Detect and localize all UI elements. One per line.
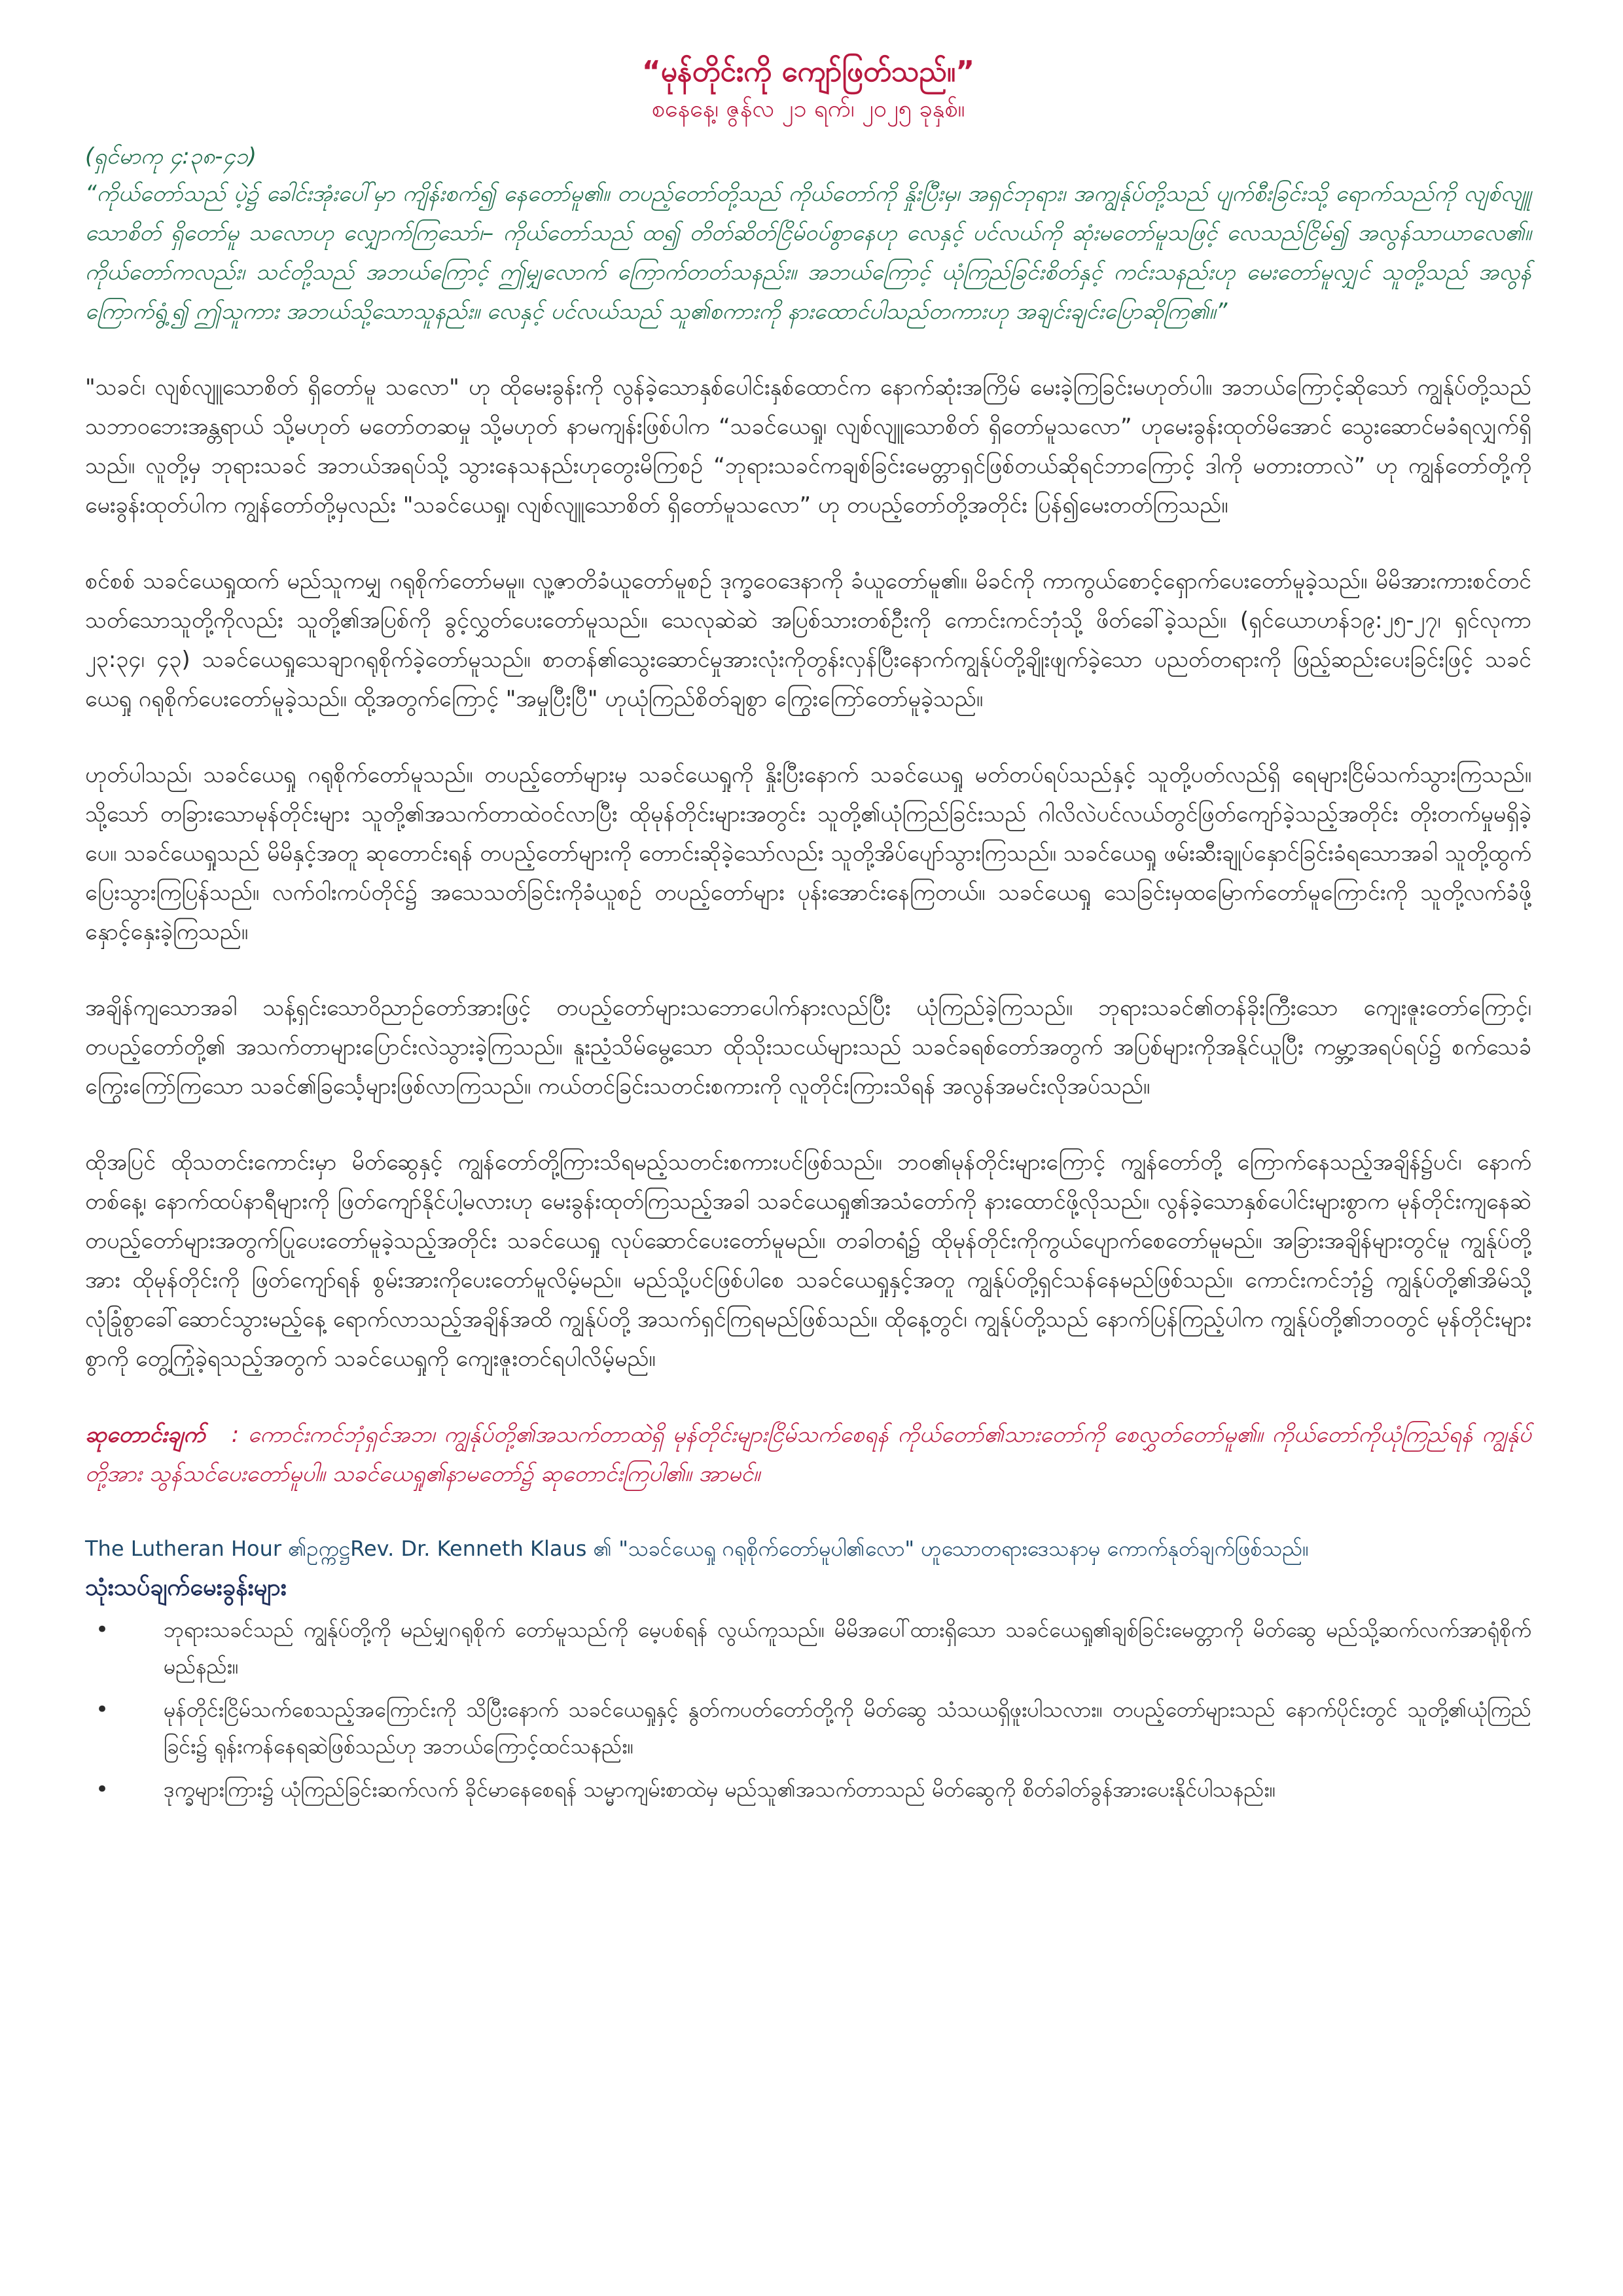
prayer-text: : ကောင်းကင်ဘုံရှင်အဘ၊ ကျွန်ုပ်တို့၏အသက်တာထဲရှိ မုန်တိုင်းများငြိမ်သက်စေရန် ကိုယ်တော်၏သားတော်ကို စေလွှတ်တော်မူ၏။ ကိုယ်တော်ကိုယုံကြည်ရန် ကျွန်ုပ်တို့အား သွန်သင်ပေးတော်မူပါ။ သခင်ယေရှု၏နာမတော်၌ ဆုတောင်းကြပါ၏။ အာမင်။ xyxy=(85,1422,1531,1487)
questions-title: သုံးသပ်ချက်မေးခွန်းများ xyxy=(85,1574,287,1601)
page-title: “မုန်တိုင်းကို ကျော်ဖြတ်သည်။” xyxy=(641,55,975,88)
question-item xyxy=(85,1611,1531,1685)
page-date: စနေနေ့၊ ဇွန်လ ၂၁ ရက်၊ ၂၀၂၅ ခုနှစ်။ xyxy=(651,96,965,122)
devotional-page xyxy=(85,52,1531,1814)
scripture-text: “ကိုယ်တော်သည် ပဲ့၌ ခေါင်းအုံးပေါ်မှာ ကျိန်းစက်၍ နေတော်မူ၏။ တပည့်တော်တို့သည် ကိုယ်တော်ကို နှိုးပြီးမှ၊ အရှင်ဘုရား၊ အကျွန်ုပ်တို့သည် ပျက်စီးခြင်းသို့ ရောက်သည်ကို လျစ်လျူသောစိတ် ရှိတော်မူ သလောဟု လျှောက်ကြသော်၊– ကိုယ်တော်သည် ထ၍ တိတ်ဆိတ်ငြိမ်ဝပ်စွာနေဟု လေနှင့် ပင်လယ်ကို ဆုံးမတော်မူသဖြင့် လေသည်ငြိမ်၍ အလွန်သာယာလေ၏။ ကိုယ်တော်ကလည်း၊ သင်တို့သည် အဘယ်ကြောင့် ဤမျှလောက် ကြောက်တတ်သနည်း။ အဘယ်ကြောင့် ယုံကြည်ခြင်းစိတ်နှင့် ကင်းသနည်းဟု မေးတော်မူလျှင် သူတို့သည် အလွန်ကြောက်ရွံ့၍ ဤသူကား အဘယ်သို့သောသူနည်း။ လေနှင့် ပင်လယ်သည် သူ၏စကားကို နားထောင်ပါသည်တကားဟု အချင်းချင်းပြောဆိုကြ၏။” xyxy=(85,181,1531,325)
body-paragraph-2: စင်စစ် သခင်ယေရှုထက် မည်သူကမျှ ဂရုစိုက်တော်မမူ။ လူ့ဇာတိခံယူတော်မူစဉ် ဒုက္ခဝေဒေနာကို ခံယူတော်မူ၏။ မိခင်ကို ကာကွယ်စောင့်ရှောက်ပေးတော်မူခဲ့သည်။ မိမိအားကားစင်တင်သတ်သောသူတို့ကိုလည်း သူတို့၏အပြစ်ကို ခွင့်လွှတ်ပေးတော်မူသည်။ သေလုဆဲဆဲ အပြစ်သားတစ်ဦးကို ကောင်းကင်ဘုံသို့ ဖိတ်ခေါ်ခဲ့သည်။ (ရှင်ယောဟန်၁၉:၂၅-၂၇၊ ရှင်လုကာ ၂၃:၃၄၊ ၄၃) သခင်ယေရှုသေချာဂရုစိုက်ခဲ့တော်မူသည်။ စာတန်၏သွေးဆောင်မှုအားလုံးကိုတွန်းလှန်ပြီးနောက်ကျွန်ုပ်တို့ချိုးဖျက်ခဲ့သော ပညတ်တရားကို ဖြည့်ဆည်းပေးခြင်းဖြင့် သခင်ယေရှု ဂရုစိုက်ပေးတော်မူခဲ့သည်။ ထို့အတွက်ကြောင့် "အမှုပြီးပြီ" ဟုယုံကြည်စိတ်ချစွာ ကြွေးကြော်တော်မူခဲ့သည်။ xyxy=(85,568,1531,712)
bullet-icon: • xyxy=(96,1696,109,1723)
scripture-reference: (ရှင်မာကု ၄:၃၈-၄၁) xyxy=(85,143,257,170)
body-paragraph-1: "သခင်၊ လျစ်လျူသောစိတ် ရှိတော်မူ သလော" ဟု ထိုမေးခွန်းကို လွန်ခဲ့သောနှစ်ပေါင်းနှစ်ထောင်က နောက်ဆုံးအကြိမ် မေးခဲ့ကြခြင်းမဟုတ်ပါ။ အဘယ်ကြောင့်ဆိုသော် ကျွန်ုပ်တို့သည် သဘာဝဘေးအန္တရာယ် သို့မဟုတ် မတော်တဆမှု သို့မဟုတ် နာမကျန်းဖြစ်ပါက “သခင်ယေရှု၊ လျစ်လျူသောစိတ် ရှိတော်မူသလော” ဟုမေးခွန်းထုတ်မိအောင် သွေးဆောင်မခံရလျှက်ရှိသည်။ လူတို့မှ ဘုရားသခင် အဘယ်အရပ်သို့ သွားနေသနည်းဟုတွေးမိကြစဉ် “ဘုရားသခင်ကချစ်ခြင်းမေတ္တာရှင်ဖြစ်တယ်ဆိုရင်ဘာကြောင့် ဒါကို မတားတာလဲ” ဟု ကျွန်တော်တို့ကို မေးခွန်းထုတ်ပါက ကျွန်တော်တို့မှလည်း "သခင်ယေရှု၊ လျစ်လျူသောစိတ် ရှိတော်မူသလော” ဟု တပည့်တော်တို့အတိုင်း ပြန်၍မေးတတ်ကြသည်။ xyxy=(85,374,1531,518)
body-paragraph-5: ထိုအပြင် ထိုသတင်းကောင်းမှာ မိတ်ဆွေနှင့် ကျွန်တော်တို့ကြားသိရမည့်သတင်းစကားပင်ဖြစ်သည်။ ဘဝ၏မုန်တိုင်းများကြောင့် ကျွန်တော်တို့ ကြောက်နေသည့်အချိန်၌ပင်၊ နောက်တစ်နေ့၊ နောက်ထပ်နာရီများကို ဖြတ်ကျော်နိုင်ပါ့မလားဟု မေးခွန်းထုတ်ကြသည့်အခါ သခင်ယေရှု၏အသံတော်ကို နားထောင်ဖို့လိုသည်။ လွန်ခဲ့သောနှစ်ပေါင်းများစွာက မုန်တိုင်းကျနေဆဲ တပည့်တော်များအတွက်ပြုပေးတော်မူခဲ့သည့်အတိုင်း သခင်ယေရှု လုပ်ဆောင်ပေးတော်မူမည်။ တခါတရံ၌ ထိုမုန်တိုင်းကိုကွယ်ပျောက်စေတော်မူမည်။ အခြားအချိန်များတွင်မူ ကျွန်ုပ်တို့အား ထိုမုန်တိုင်းကို ဖြတ်ကျော်ရန် စွမ်းအားကိုပေးတော်မူလိမ့်မည်။ မည်သို့ပင်ဖြစ်ပါစေ သခင်ယေရှုနှင့်အတူ ကျွန်ုပ်တို့ရှင်သန်နေမည်ဖြစ်သည်။ ကောင်းကင်ဘုံ၌ ကျွန်ုပ်တို့၏အိမ်သို့ လုံခြုံစွာခေါ်ဆောင်သွားမည့်နေ့ ရောက်လာသည့်အချိန်အထိ ကျွန်ုပ်တို့ အသက်ရှင်ကြရမည်ဖြစ်သည်။ ထိုနေ့တွင်၊ ကျွန်ုပ်တို့သည် နောက်ပြန်ကြည့်ပါက ကျွန်ုပ်တို့၏ဘဝတွင် မုန်တိုင်းများစွာကို တွေ့ကြုံခဲ့ရသည့်အတွက် သခင်ယေရှုကို ကျေးဇူးတင်ရပါလိမ့်မည်။ xyxy=(85,1149,1531,1372)
question-text: မုန်တိုင်းငြိမ်သက်စေသည့်အကြောင်းကို သိပြီးနောက် သခင်ယေရှုနှင့် နွတ်ကပတ်တော်တို့ကို မိတ်ဆွေ သံသယရှိဖူးပါသလား။ တပည့်တော်များသည် နောက်ပိုင်းတွင် သူတို့၏ယုံကြည်ခြင်း၌ ရုန်းကန်နေရဆဲဖြစ်သည်ဟု အဘယ်ကြောင့်ထင်သနည်း။ xyxy=(164,1697,1531,1759)
source-credit: The Lutheran Hour ၏ဥက္ကဋ္ဌRev. Dr. Kenneth Klaus ၏ "သခင်ယေရှု ဂရုစိုက်တော်မူပါ၏လော" ဟူသောတရားဒေသနာမှ ကောက်နုတ်ချက်ဖြစ်သည်။ xyxy=(85,1536,1309,1561)
prayer-section xyxy=(85,1415,1531,1494)
bullet-icon: • xyxy=(96,1776,109,1803)
prayer-label: ဆုတောင်းချက် xyxy=(85,1422,205,1448)
bullet-icon: • xyxy=(96,1617,109,1643)
question-text: ဘုရားသခင်သည် ကျွန်ုပ်တို့ကို မည်မျှဂရုစိုက် တော်မူသည်ကို မေ့ပစ်ရန် လွယ်ကူသည်။ မိမိအပေါ်ထားရှိသော သခင်ယေရှု၏ချစ်ခြင်းမေတ္တာကို မိတ်ဆွေ မည်သို့ဆက်လက်အာရုံစိုက်မည်နည်း။ xyxy=(164,1617,1531,1679)
body-paragraph-3: ဟုတ်ပါသည်၊ သခင်ယေရှု ဂရုစိုက်တော်မူသည်။ တပည့်တော်များမှ သခင်ယေရှုကို နှိုးပြီးနောက် သခင်ယေရှု မတ်တပ်ရပ်သည်နှင့် သူတို့ပတ်လည်ရှိ ရေများငြိမ်သက်သွားကြသည်။ သို့သော် တခြားသောမုန်တိုင်းများ သူတို့၏အသက်တာထဲဝင်လာပြီး ထိုမုန်တိုင်းများအတွင်း သူတို့၏ယုံကြည်ခြင်းသည် ဂါလိလဲပင်လယ်တွင်ဖြတ်ကျော်ခဲ့သည့်အတိုင်း တိုးတက်မှုမရှိခဲ့ပေ။ သခင်ယေရှုသည် မိမိနှင့်အတူ ဆုတောင်းရန် တပည့်တော်များကို တောင်းဆိုခဲ့သော်လည်း သူတို့အိပ်ပျော်သွားကြသည်။ သခင်ယေရှု ဖမ်းဆီးချုပ်နှောင်ခြင်းခံရသောအခါ သူတို့ထွက် ပြေးသွားကြပြန်သည်။ လက်ဝါးကပ်တိုင်၌ အသေသတ်ခြင်းကိုခံယူစဉ် တပည့်တော်များ ပုန်းအောင်းနေကြတယ်။ သခင်ယေရှု သေခြင်းမှထမြောက်တော်မူကြောင်းကို သူတို့လက်ခံဖို့ နှောင့်နှေးခဲ့ကြသည်။ xyxy=(85,762,1531,945)
question-item xyxy=(85,1771,1531,1808)
questions-list xyxy=(85,1611,1531,1808)
question-item xyxy=(85,1691,1531,1765)
question-text: ဒုက္ခများကြား၌ ယုံကြည်ခြင်းဆက်လက် ခိုင်မာနေစေရန် သမ္မာကျမ်းစာထဲမှ မည်သူ၏အသက်တာသည် မိတ်ဆွေကို စိတ်ခါတ်ခွန်အားပေးနိုင်ပါသနည်း။ xyxy=(164,1777,1276,1802)
body-paragraph-4: အချိန်ကျသောအခါ သန့်ရှင်းသောဝိညာဉ်တော်အားဖြင့် တပည့်တော်များသဘောပေါက်နားလည်ပြီး ယုံကြည်ခဲ့ကြသည်။ ဘုရားသခင်၏တန်ခိုးကြီးသော ကျေးဇူးတော်ကြောင့်၊ တပည့်တော်တို့၏ အသက်တာများပြောင်းလဲသွားခဲ့ကြသည်။ နူးညံ့သိမ်မွေ့သော ထိုသိုးသငယ်များသည် သခင်ခရစ်တော်အတွက် အပြစ်များကိုအနိုင်ယူပြီး ကမ္ဘာ့အရပ်ရပ်၌ စက်သေခံကြွေးကြော်ကြသော သခင်၏ခြင်္သေ့များဖြစ်လာကြသည်။ ကယ်တင်ခြင်းသတင်းစကားကို လူတိုင်းကြားသိရန် အလွန်အမင်းလိုအပ်သည်။ xyxy=(85,995,1531,1100)
